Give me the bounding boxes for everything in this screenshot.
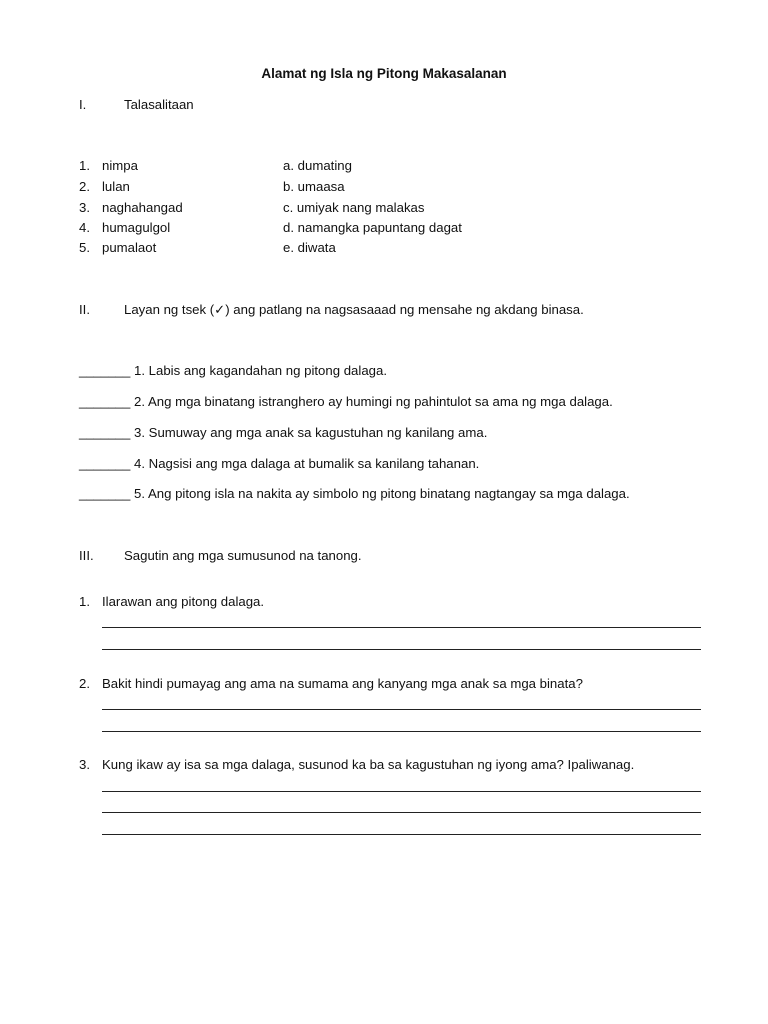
vocab-number: 5. — [79, 240, 90, 255]
answer-line[interactable] — [102, 649, 701, 650]
answer-blank[interactable]: _______ — [79, 456, 131, 471]
question-number: 3. — [79, 757, 90, 772]
vocab-term: naghahangad — [102, 200, 183, 215]
section-2-heading: Layan ng tsek (✓) ang patlang na nagsasaaad ng mensahe ng akdang binasa. — [124, 302, 584, 317]
question-text: Kung ikaw ay isa sa mga dalaga, susunod ka ba sa kagustuhan ng iyong ama? Ipaliwanag. — [102, 757, 635, 772]
page-title: Alamat ng Isla ng Pitong Makasalanan — [261, 66, 507, 81]
vocab-definition: b. umaasa — [283, 179, 345, 194]
checklist-statement: 1. Labis ang kagandahan ng pitong dalaga. — [134, 363, 387, 378]
vocab-term: humagulgol — [102, 220, 171, 235]
section-1-number: I. — [79, 97, 87, 112]
question-number: 1. — [79, 594, 90, 609]
answer-blank[interactable]: _______ — [79, 394, 131, 409]
answer-blank[interactable]: _______ — [79, 425, 131, 440]
checklist-item — [79, 363, 387, 379]
checklist-statement: 5. Ang pitong isla na nakita ay simbolo ng pitong binatang nagtangay sa mga dalaga. — [134, 486, 630, 501]
vocab-term: nimpa — [102, 158, 138, 173]
checklist-statement: 2. Ang mga binatang istranghero ay humingi ng pahintulot sa ama ng mga dalaga. — [134, 394, 613, 409]
section-3-heading: Sagutin ang mga sumusunod na tanong. — [124, 548, 362, 563]
answer-blank[interactable]: _______ — [79, 486, 131, 501]
vocab-term: pumalaot — [102, 240, 157, 255]
checklist-statement: 3. Sumuway ang mga anak sa kagustuhan ng kanilang ama. — [134, 425, 488, 440]
checklist-item — [79, 486, 630, 502]
answer-line[interactable] — [102, 791, 701, 792]
checklist-statement: 4. Nagsisi ang mga dalaga at bumalik sa kanilang tahanan. — [134, 456, 480, 471]
vocab-number: 2. — [79, 179, 90, 194]
vocab-number: 4. — [79, 220, 90, 235]
answer-line[interactable] — [102, 709, 701, 710]
section-3-number: III. — [79, 548, 94, 563]
vocab-term: lulan — [102, 179, 130, 194]
answer-line[interactable] — [102, 812, 701, 813]
checklist-item — [79, 425, 487, 441]
section-2-number: II. — [79, 302, 90, 317]
section-1-heading: Talasalitaan — [124, 97, 194, 112]
vocab-number: 1. — [79, 158, 90, 173]
answer-line[interactable] — [102, 834, 701, 835]
checklist-item — [79, 456, 479, 472]
vocab-definition: c. umiyak nang malakas — [283, 200, 425, 215]
question-text: Bakit hindi pumayag ang ama na sumama ang kanyang mga anak sa mga binata? — [102, 676, 583, 691]
answer-line[interactable] — [102, 731, 701, 732]
checklist-item — [79, 394, 613, 410]
vocab-definition: d. namangka papuntang dagat — [283, 220, 462, 235]
answer-blank[interactable]: _______ — [79, 363, 131, 378]
vocab-number: 3. — [79, 200, 90, 215]
vocab-definition: e. diwata — [283, 240, 336, 255]
vocab-definition: a. dumating — [283, 158, 352, 173]
answer-line[interactable] — [102, 627, 701, 628]
question-text: Ilarawan ang pitong dalaga. — [102, 594, 265, 609]
question-number: 2. — [79, 676, 90, 691]
